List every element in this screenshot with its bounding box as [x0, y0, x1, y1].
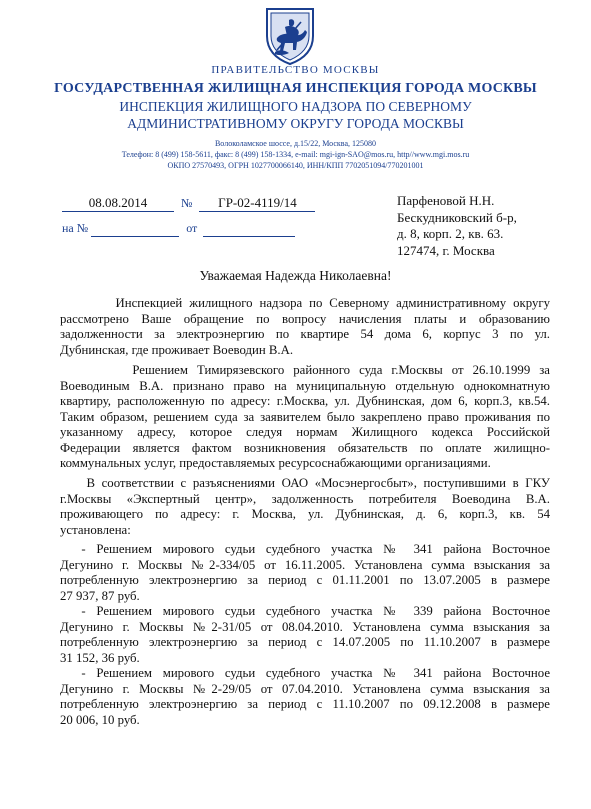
reply-number-label: на №: [62, 221, 89, 235]
agency-contacts: Телефон: 8 (499) 158-5611, факс: 8 (499) 158-1334, e-mail: mgi-ign-SAO@mos.ru, http//www.mgi.mos.ru: [121, 150, 470, 159]
paragraph-debt-intro: [60, 476, 550, 538]
inspection-title-line2: АДМИНИСТРАТИВНОМУ ОКРУГУ ГОРОДА МОСКВЫ: [127, 116, 464, 131]
paragraph-court-decision: [60, 363, 550, 472]
text-line: установлена:: [60, 522, 131, 537]
text-line: Дегунино г. Москвы №2-29/05 от 07.04.2010. Установлена сумма взыскания за: [60, 681, 550, 696]
text-line: 20 006, 10 руб.: [60, 712, 140, 727]
text-line: Федерации является фактом возникновения обязательств по оплате жилищно-: [60, 440, 550, 455]
text-line: задолженности за электроэнергию по квартире 54 дома 6, корпус 3 по ул.: [60, 327, 550, 341]
text-line: проживающего по адресу: г. Москва, ул. Дубнинская, д. 6, корп.3, кв. 54: [60, 507, 550, 521]
addressee-block: [397, 193, 517, 259]
agency-title: ГОСУДАРСТВЕННАЯ ЖИЛИЩНАЯ ИНСПЕКЦИЯ ГОРОДА МОСКВЫ: [54, 81, 537, 96]
text-line: - Решением мирового судьи судебного участка № 341 района Восточное: [60, 542, 550, 556]
reply-number-blank: [91, 221, 179, 237]
text-line: В соответствии с разъяснениями ОАО «Мосэнергосбыт», поступившими в ГКУ: [60, 476, 550, 490]
addressee-name: Парфеновой Н.Н.: [397, 193, 495, 208]
salutation: Уважаемая Надежда Николаевна!: [199, 268, 392, 283]
text-line: коммунальных услуг, предоставляемых ресурсоснабжающими организациями.: [60, 456, 491, 470]
moscow-coat-of-arms-icon: [263, 6, 317, 66]
reply-date-blank: [203, 221, 295, 237]
government-title: ПРАВИТЕЛЬСТВО МОСКВЫ: [211, 64, 380, 76]
text-line: Инспекцией жилищного надзора по Северному административному округу: [60, 296, 550, 310]
text-line: Дегунино г. Москвы №2-31/05 от 08.04.2010. Установлена сумма взыскания за: [60, 619, 550, 634]
text-line: указанному адресу, которое следуя нормам Жилищного кодекса Российской: [60, 425, 550, 439]
addressee-street: Бескудниковский б-р,: [397, 209, 517, 225]
reply-from-label: от: [186, 221, 198, 235]
text-line: г.Москвы «Экспертный центр», задолженность потребителя Воеводина В.А.: [60, 491, 550, 506]
inspection-title: [0, 98, 591, 132]
text-line: Дубнинская, где проживает Воеводин В.А.: [60, 342, 294, 357]
paragraph-ruling-2: [60, 604, 550, 666]
reply-registration: [62, 221, 295, 237]
addressee-city: 127474, г. Москва: [397, 242, 495, 258]
inspection-title-line1: ИНСПЕКЦИЯ ЖИЛИЩНОГО НАДЗОРА ПО СЕВЕРНОМУ: [119, 99, 472, 114]
text-line: 31 152, 36 руб.: [60, 650, 140, 665]
outgoing-registration: [62, 195, 315, 212]
letter-number: ГР-02-4119/14: [199, 195, 315, 212]
text-line: - Решением мирового судьи судебного участка № 339 района Восточное: [60, 604, 550, 618]
text-line: рассмотрено Ваше обращение по вопросу начисления платы и образованию: [60, 311, 550, 326]
letter-date: 08.08.2014: [62, 195, 174, 212]
text-line: потребленную электроэнергию за период с 14.07.2005 по 11.10.2007 в размере: [60, 635, 550, 649]
text-line: Таким образом, решением суда за заявителем было закреплено право проживания по: [60, 409, 550, 424]
text-line: потребленную электроэнергию за период с 11.10.2007 по 09.12.2008 в размере: [60, 697, 550, 711]
text-line: - Решением мирового судьи судебного участка № 341 района Восточное: [60, 666, 550, 680]
text-line: Решением Тимирязевского районного суда г.Москвы от 26.10.1999 за: [60, 363, 550, 377]
number-label: №: [181, 196, 193, 210]
agency-address: Волоколамское шоссе, д.15/22, Москва, 125080: [214, 139, 377, 148]
addressee-house: д. 8, корп. 2, кв. 63.: [397, 226, 504, 241]
text-line: квартиру, расположенную по адресу: г.Москва, ул. Дубнинская, дом 6, корп.3, кв.54.: [60, 394, 550, 408]
text-line: потребленную электроэнергию за период с 01.11.2001 по 13.07.2005 в размере: [60, 573, 550, 587]
paragraph-ruling-3: [60, 666, 550, 728]
paragraph-ruling-1: [60, 542, 550, 604]
agency-codes: ОКПО 27570493, ОГРН 1027700066140, ИНН/КПП 7702051094/770201001: [167, 161, 424, 170]
text-line: Воеводиным В.А. признано право на муниципальную отдельную однокомнатную: [60, 378, 550, 393]
text-line: 27 937, 87 руб.: [60, 588, 140, 603]
paragraph-complaint-review: [60, 296, 550, 358]
text-line: Дегунино г. Москвы №2-334/05 от 16.11.2005. Установлена сумма взыскания за: [60, 557, 550, 572]
